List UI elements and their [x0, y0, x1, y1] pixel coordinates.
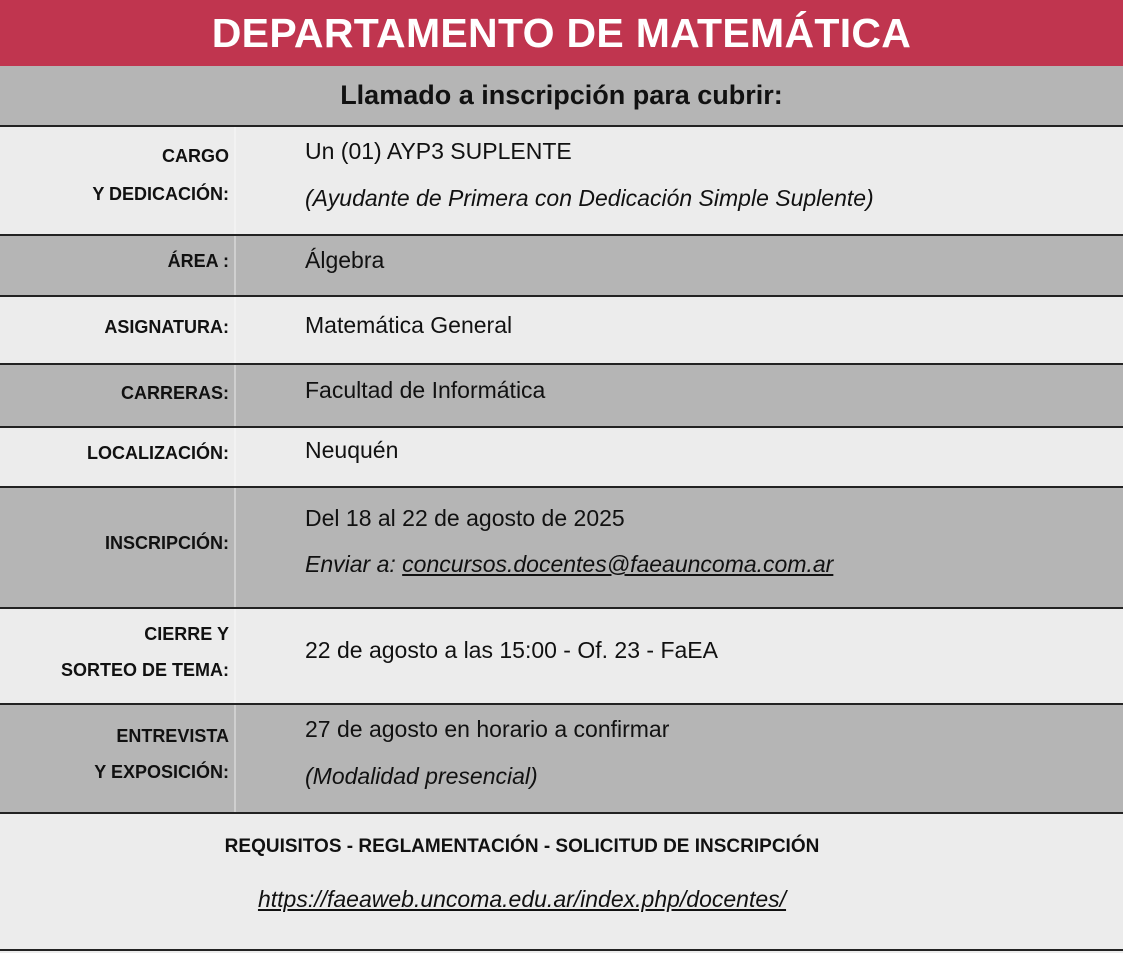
column-divider [234, 428, 236, 486]
column-divider [234, 705, 236, 812]
docentes-url-link[interactable]: https://faeaweb.uncoma.edu.ar/index.php/docentes/ [257, 886, 787, 912]
localizacion-label: LOCALIZACIÓN: [87, 443, 229, 463]
asignatura-value: Matemática General [305, 312, 513, 338]
carreras-value: Facultad de Informática [305, 377, 546, 403]
cargo-detail: (Ayudante de Primera con Dedicación Simple Suplente) [305, 185, 874, 211]
cargo-value: Un (01) AYP3 SUPLENTE [305, 138, 572, 164]
docentes-url-row [0, 886, 1044, 913]
column-divider [234, 236, 236, 295]
department-title: DEPARTAMENTO DE MATEMÁTICA [211, 9, 912, 56]
call-subtitle-band [0, 66, 1123, 125]
send-to-prefix: Enviar a: [305, 551, 403, 577]
row-area [0, 234, 1123, 295]
email-link[interactable]: concursos.docentes@faeauncoma.com.ar [402, 551, 834, 577]
requirements-title: REQUISITOS - REGLAMENTACIÓN - SOLICITUD DE INSCRIPCIÓN [224, 836, 820, 857]
row-asignatura [0, 295, 1123, 363]
inscripcion-dates: Del 18 al 22 de agosto de 2025 [305, 505, 625, 531]
cierre-label-line1: CIERRE Y [144, 624, 229, 644]
cierre-label-line2: SORTEO DE TEMA: [60, 660, 229, 680]
call-subtitle: Llamado a inscripción para cubrir: [340, 80, 783, 110]
row-cierre [0, 607, 1123, 703]
column-divider [234, 297, 236, 363]
row-entrevista [0, 703, 1123, 812]
cierre-value: 22 de agosto a las 15:00 - Of. 23 - FaEA [305, 637, 718, 663]
cargo-label-line1: CARGO [162, 146, 229, 166]
column-divider [234, 365, 236, 426]
row-inscripcion [0, 486, 1123, 607]
inscripcion-send-to [305, 551, 833, 578]
column-divider [234, 127, 236, 234]
asignatura-label: ASIGNATURA: [104, 317, 229, 337]
row-localizacion [0, 426, 1123, 486]
column-divider [234, 609, 236, 703]
column-divider [234, 488, 236, 607]
entrevista-detail: (Modalidad presencial) [305, 763, 538, 789]
carreras-label: CARRERAS: [121, 383, 229, 403]
entrevista-label-line1: ENTREVISTA [116, 726, 229, 746]
row-cargo [0, 125, 1123, 234]
entrevista-label-line2: Y EXPOSICIÓN: [94, 762, 229, 782]
requirements-footer [0, 812, 1123, 951]
inscripcion-label: INSCRIPCIÓN: [104, 533, 229, 553]
cargo-label-line2: Y DEDICACIÓN: [92, 184, 229, 204]
entrevista-value: 27 de agosto en horario a confirmar [305, 716, 670, 742]
department-title-banner [0, 0, 1123, 66]
area-value: Álgebra [305, 247, 385, 273]
row-carreras [0, 363, 1123, 426]
localizacion-value: Neuquén [305, 437, 399, 463]
area-label: ÁREA : [167, 251, 229, 271]
